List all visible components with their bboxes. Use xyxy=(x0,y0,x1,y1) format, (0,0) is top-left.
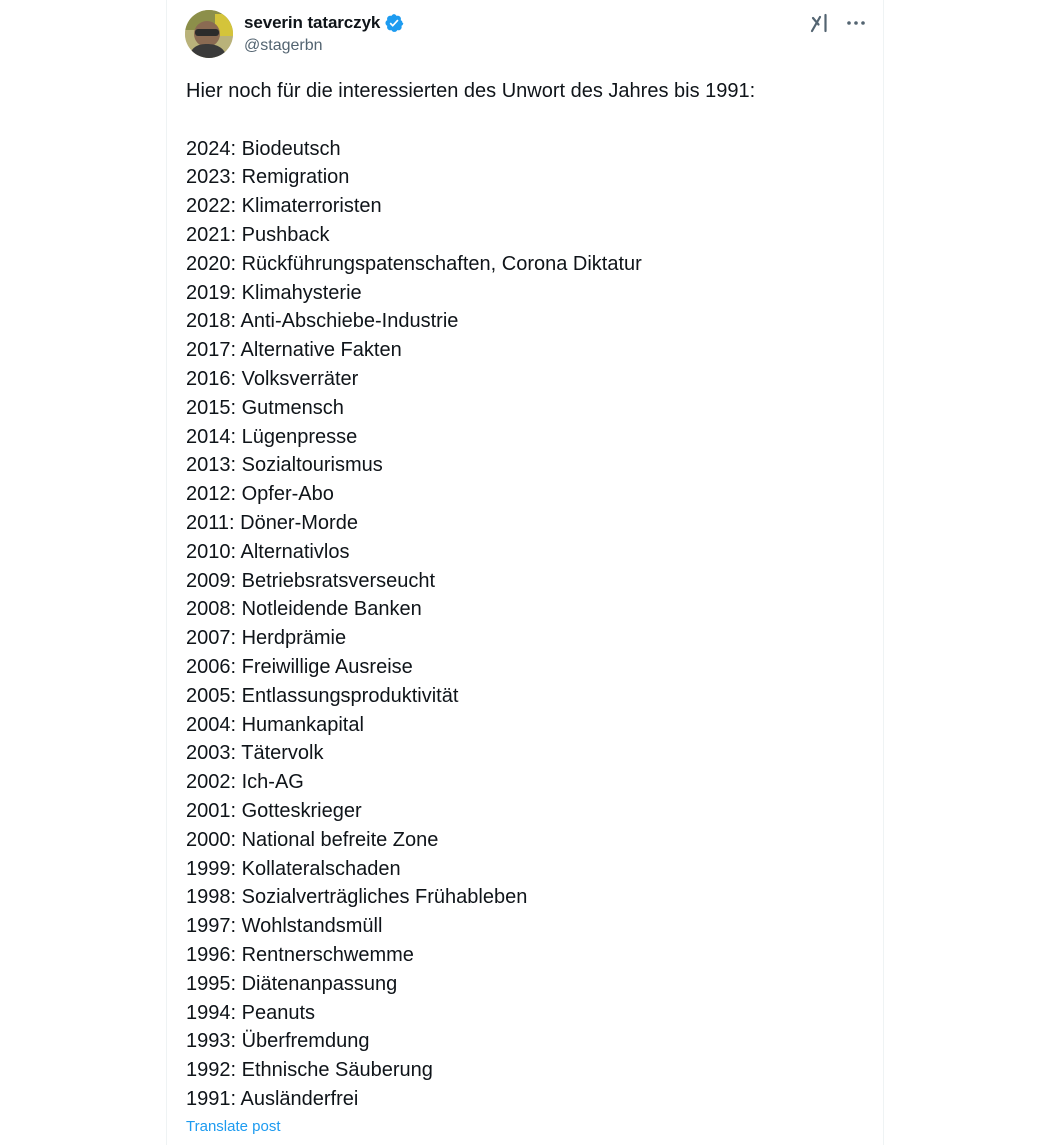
list-item: 1999: Kollateralschaden xyxy=(186,857,401,880)
list-item: 2003: Tätervolk xyxy=(186,742,324,765)
list-item: 2010: Alternativlos xyxy=(186,540,350,563)
post-top-actions xyxy=(809,12,867,34)
list-item: 1992: Ethnische Säuberung xyxy=(186,1059,433,1082)
list-item: 2000: National befreite Zone xyxy=(186,828,439,851)
list-item: 1995: Diätenanpassung xyxy=(186,972,398,995)
post-text xyxy=(186,77,876,1114)
author-handle[interactable]: @stagerbn xyxy=(244,37,323,54)
more-options-icon[interactable] xyxy=(845,12,867,34)
list-item: 2021: Pushback xyxy=(186,223,330,246)
grok-icon[interactable] xyxy=(809,12,831,34)
list-item: 1993: Überfremdung xyxy=(186,1030,370,1053)
list-item: 2007: Herdprämie xyxy=(186,627,347,650)
list-item: 2023: Remigration xyxy=(186,166,350,189)
list-item: 2008: Notleidende Banken xyxy=(186,598,422,621)
list-item: 2024: Biodeutsch xyxy=(186,137,341,160)
list-item: 1997: Wohlstandsmüll xyxy=(186,915,383,938)
list-item: 2006: Freiwillige Ausreise xyxy=(186,655,413,678)
list-item: 2001: Gotteskrieger xyxy=(186,799,362,822)
list-item: 2002: Ich-AG xyxy=(186,771,304,794)
list-item: 2016: Volksverräter xyxy=(186,367,359,390)
list-item: 2020: Rückführungspatenschaften, Corona Diktatur xyxy=(186,252,642,275)
list-item: 2018: Anti-Abschiebe-Industrie xyxy=(186,310,459,333)
list-item: 1998: Sozialverträgliches Frühableben xyxy=(186,886,528,909)
list-item: 2019: Klimahysterie xyxy=(186,281,362,304)
post-intro: Hier noch für die interessierten des Unwort des Jahres bis 1991: xyxy=(186,80,756,102)
display-name[interactable]: severin tatarczyk xyxy=(244,13,381,32)
translate-post-link[interactable]: Translate post xyxy=(186,1118,281,1135)
avatar[interactable] xyxy=(185,10,233,58)
list-item: 1994: Peanuts xyxy=(186,1001,315,1024)
list-item: 2014: Lügenpresse xyxy=(186,425,358,448)
post-header xyxy=(185,10,867,62)
list-item: 2022: Klimaterroristen xyxy=(186,195,382,218)
list-item: 1996: Rentnerschwemme xyxy=(186,943,414,966)
list-item: 2004: Humankapital xyxy=(186,713,364,736)
profile-photo-icon xyxy=(185,10,233,58)
unwort-list xyxy=(186,135,876,1114)
list-item: 2015: Gutmensch xyxy=(186,396,344,419)
list-item: 2012: Opfer-Abo xyxy=(186,483,334,506)
list-item: 2017: Alternative Fakten xyxy=(186,339,402,362)
list-item: 2013: Sozialtourismus xyxy=(186,454,383,477)
list-item: 1991: Ausländerfrei xyxy=(186,1087,359,1110)
post-card xyxy=(166,0,884,1145)
list-item: 2009: Betriebsratsverseucht xyxy=(186,569,436,592)
display-name-row xyxy=(244,12,404,34)
list-item: 2005: Entlassungsproduktivität xyxy=(186,684,459,707)
author-info xyxy=(244,12,404,55)
list-item: 2011: Döner-Morde xyxy=(186,511,358,534)
verified-badge-icon xyxy=(384,13,404,33)
